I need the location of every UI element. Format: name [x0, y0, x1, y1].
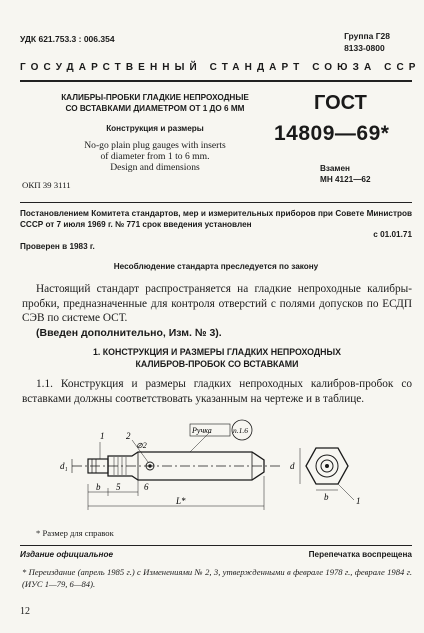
russian-title-line2: СО ВСТАВКАМИ ДИАМЕТРОМ ОТ 1 ДО 6 ММ	[65, 104, 245, 113]
clause-1-1	[22, 377, 412, 406]
callout-2: 2	[126, 431, 131, 441]
section-heading	[40, 346, 394, 370]
decree-rule	[20, 202, 412, 203]
russian-title	[40, 92, 270, 114]
english-title-line3: Design and dimensions	[110, 162, 200, 173]
law-notice: Несоблюдение стандарта преследуется по закону	[113, 262, 319, 271]
clause-text: 1.1. Конструкция и размеры гладких непроходных калибров-пробок со вставками должны соответствовать указанным на чертеже и в таблице.	[22, 378, 412, 405]
footer-rule	[20, 545, 412, 546]
callout-sym: ⊘2	[136, 441, 147, 450]
section-heading-line1: 1. КОНСТРУКЦИЯ И РАЗМЕРЫ ГЛАДКИХ НЕПРОХОДНЫХ	[93, 347, 341, 357]
state-standard-heading: ГОСУДАРСТВЕННЫЙ СТАНДАРТ СОЮЗА ССР	[20, 62, 421, 73]
dim-d1: d₁	[60, 461, 68, 471]
page-number: 12	[20, 606, 30, 617]
official-edition: Издание официальное	[20, 550, 113, 559]
handle-mark-ref: п.1.6	[233, 426, 248, 435]
checked-note: Проверен в 1983 г.	[20, 242, 95, 251]
group-block	[344, 30, 390, 54]
reissue-note: * Переиздание (апрель 1985 г.) с Изменениями № 2, 3, утвержденными в феврале 1978 г., феврале 1984 г. (ИУС 1—79, 6—84).	[22, 567, 412, 589]
english-title-line2: of diameter from 1 to 6 mm.	[100, 151, 210, 162]
gost-label: ГОСТ	[314, 92, 367, 114]
footnote: * Размер для справок	[36, 528, 114, 538]
decree-text: Постановлением Комитета стандартов, мер и измерительных приборов при Совете Министров СССР от 7 июля 1969 г. № 771 срок введения установлен	[20, 209, 412, 229]
decree-date: с 01.01.71	[373, 230, 412, 239]
callout-1-right: 1	[356, 496, 361, 506]
english-title	[60, 140, 250, 173]
dim-total-length: L*	[176, 496, 186, 506]
okstu-code: 8133-0800	[344, 43, 385, 53]
replaces-standard: МН 4121—62	[320, 175, 371, 184]
dim-b-right: b	[324, 492, 329, 502]
english-title-line1: No-go plain plug gauges with inserts	[84, 140, 226, 151]
dim-l5: 5	[116, 482, 121, 492]
intro-amendment-note: (Введен дополнительно, Изм. № 3).	[36, 326, 222, 339]
header-rule	[20, 80, 412, 82]
gost-number: 14809—69*	[274, 122, 390, 145]
dim-b-left: b	[96, 482, 101, 492]
replaces-block	[320, 163, 371, 185]
replaces-label: Взамен	[320, 164, 350, 173]
intro-section	[22, 282, 412, 340]
russian-title-line1: КАЛИБРЫ-ПРОБКИ ГЛАДКИЕ НЕПРОХОДНЫЕ	[61, 93, 249, 102]
reprint-prohibited: Перепечатка воспрещена	[308, 550, 412, 559]
intro-paragraph: Настоящий стандарт распространяется на гладкие непроходные калибры-пробки, предназначенные для контроля отверстий с полями допусков по ЕСДП СЭВ по системе ОСТ.	[22, 283, 412, 324]
dim-d: d	[290, 461, 295, 471]
russian-subtitle: Конструкция и размеры	[106, 124, 204, 133]
dim-l6: 6	[144, 482, 149, 492]
group-code: Группа Г28	[344, 31, 390, 41]
plug-gauge-drawing	[20, 418, 412, 522]
okp-code: ОКП 39 3111	[22, 180, 71, 190]
handle-mark-label: Ручка	[192, 426, 212, 435]
section-heading-line2: КАЛИБРОВ-ПРОБОК СО ВСТАВКАМИ	[135, 359, 299, 369]
callout-1-left: 1	[100, 431, 105, 441]
udk-code: УДК 621.753.3 : 006.354	[20, 34, 115, 44]
